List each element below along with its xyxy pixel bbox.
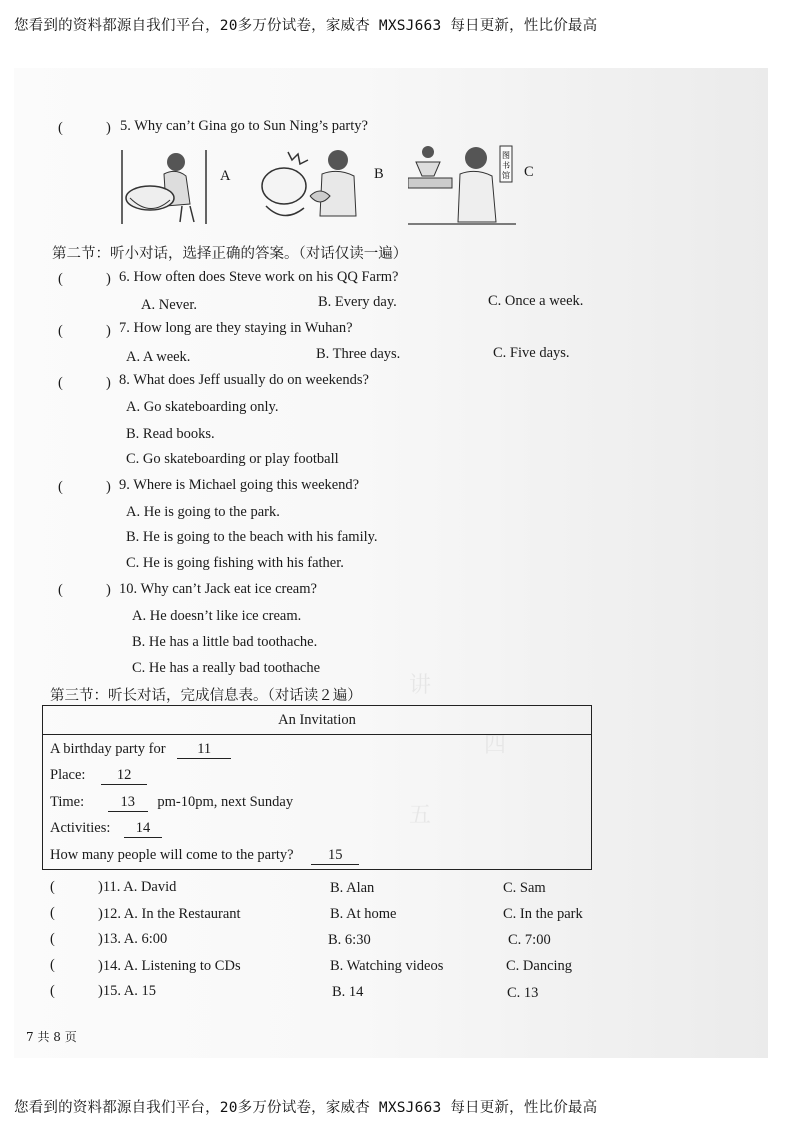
- q9-option-c: C. He is going fishing with his father.: [126, 555, 344, 571]
- scanned-page: [14, 68, 768, 1058]
- q12-option-b: B. At home: [330, 906, 397, 922]
- q9-option-a: A. He is going to the park.: [126, 504, 280, 520]
- table-row: [50, 847, 359, 865]
- q9-option-b: B. He is going to the beach with his family.: [126, 529, 378, 545]
- q12-option-a: )12. A. In the Restaurant: [98, 906, 241, 922]
- table-row: [50, 794, 293, 812]
- q14-option-a: )14. A. Listening to CDs: [98, 958, 241, 974]
- blank-13: 13: [108, 794, 148, 812]
- q15-option-b: B. 14: [332, 984, 364, 1000]
- answer-paren: ): [106, 375, 111, 391]
- answer-paren: ): [106, 582, 111, 598]
- section-2-title: 第二节：听小对话，选择正确的答案。（对话仅读一遍）: [52, 246, 408, 262]
- table-title: An Invitation: [43, 706, 591, 735]
- question-5-text: 5. Why can’t Gina go to Sun Ning’s party?: [120, 118, 368, 134]
- picture-b-label: B: [374, 166, 384, 182]
- row-label: A birthday party for: [50, 741, 166, 757]
- q10-option-a: A. He doesn’t like ice cream.: [132, 608, 302, 624]
- q13-option-a: )13. A. 6:00: [98, 931, 168, 947]
- q7-option-c: C. Five days.: [493, 345, 570, 361]
- blank-11: 11: [177, 741, 231, 759]
- svg-text:图: 图: [502, 151, 510, 160]
- bleed-through-mark: 讲: [409, 673, 432, 698]
- bleed-through-mark: 五: [409, 803, 432, 828]
- row-label: Activities:: [50, 820, 111, 836]
- blank-14: 14: [124, 820, 162, 838]
- blank-12: 12: [101, 767, 147, 785]
- bleed-through-mark: 四: [484, 733, 507, 758]
- page-number: 7 共 8 页: [26, 1030, 77, 1044]
- q14-option-b: B. Watching videos: [330, 958, 444, 974]
- answer-paren: (: [50, 931, 55, 947]
- q14-option-c: C. Dancing: [506, 958, 573, 974]
- section-3-title: 第三节：听长对话，完成信息表。（对话读２遍）: [50, 688, 362, 704]
- answer-paren: (: [58, 582, 63, 598]
- answer-paren-close: ): [106, 120, 111, 136]
- q8-option-a: A. Go skateboarding only.: [126, 399, 279, 415]
- picture-a-illustration: [120, 148, 210, 226]
- question-8-text: 8. What does Jeff usually do on weekends?: [119, 372, 369, 388]
- row-after-text: pm-10pm, next Sunday: [157, 794, 294, 810]
- q7-option-b: B. Three days.: [316, 346, 401, 362]
- answer-paren: (: [58, 375, 63, 391]
- q8-option-c: C. Go skateboarding or play football: [126, 451, 339, 467]
- q8-option-b: B. Read books.: [126, 426, 215, 442]
- watermark-banner-bottom: 您看到的资料都源自我们平台，20多万份试卷，家威杏 MXSJ663 每日更新，性比价最高: [14, 1100, 598, 1116]
- q6-option-a: A. Never.: [141, 297, 197, 313]
- question-10-text: 10. Why can’t Jack eat ice cream?: [119, 581, 317, 597]
- row-label: Time:: [50, 794, 85, 810]
- answer-paren: (: [58, 323, 63, 339]
- q6-option-c: C. Once a week.: [488, 293, 584, 309]
- answer-paren: (: [58, 271, 63, 287]
- q11-option-c: C. Sam: [503, 880, 546, 896]
- answer-paren: (: [58, 479, 63, 495]
- q11-option-b: B. Alan: [330, 880, 375, 896]
- answer-paren: (: [50, 983, 55, 999]
- q15-option-a: )15. A. 15: [98, 983, 156, 999]
- table-row: [50, 820, 162, 838]
- q15-option-c: C. 13: [507, 985, 539, 1001]
- answer-paren: (: [50, 905, 55, 921]
- q12-option-c: C. In the park: [503, 906, 583, 922]
- q13-option-b: B. 6:30: [328, 932, 371, 948]
- answer-paren-open: (: [58, 120, 63, 136]
- picture-c-label: C: [524, 164, 534, 180]
- q7-option-a: A. A week.: [126, 349, 191, 365]
- table-row: [50, 741, 231, 759]
- picture-b-illustration: [258, 146, 366, 226]
- answer-paren: ): [106, 479, 111, 495]
- q10-option-b: B. He has a little bad toothache.: [132, 634, 318, 650]
- svg-text:书: 书: [502, 161, 510, 170]
- table-row: [50, 767, 147, 785]
- answer-paren: (: [50, 879, 55, 895]
- question-7-text: 7. How long are they staying in Wuhan?: [119, 320, 353, 336]
- answer-paren: (: [50, 957, 55, 973]
- question-9-text: 9. Where is Michael going this weekend?: [119, 477, 360, 493]
- q11-option-a: )11. A. David: [98, 879, 177, 895]
- svg-text:馆: 馆: [502, 171, 510, 180]
- row-label: Place:: [50, 767, 86, 783]
- question-6-text: 6. How often does Steve work on his QQ Farm?: [119, 269, 399, 285]
- picture-c-illustration: [408, 142, 518, 226]
- q6-option-b: B. Every day.: [318, 294, 397, 310]
- watermark-banner-top: 您看到的资料都源自我们平台，20多万份试卷，家威杏 MXSJ663 每日更新，性比价最高: [14, 18, 598, 34]
- picture-a-label: A: [220, 168, 231, 184]
- row-label: How many people will come to the party?: [50, 847, 294, 863]
- q10-option-c: C. He has a really bad toothache: [132, 660, 321, 676]
- invitation-info-table: [42, 705, 592, 870]
- blank-15: 15: [311, 847, 359, 865]
- q13-option-c: C. 7:00: [508, 932, 551, 948]
- answer-paren: ): [106, 271, 111, 287]
- answer-paren: ): [106, 323, 111, 339]
